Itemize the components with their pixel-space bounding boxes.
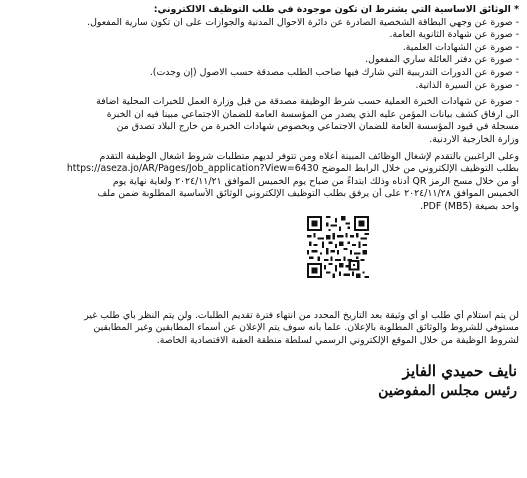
experience-line: وزارة الخارجية الاردنية.: [429, 133, 519, 145]
documents-heading: * الوثائق الاساسية التي يشترط ان تكون موجودة في طلب التوظيف الالكتروني:: [153, 4, 519, 15]
document-item: - صورة عن السيرة الذاتية.: [415, 79, 519, 91]
document-item: - صورة عن الشهادات العلمية.: [402, 41, 519, 53]
experience-line: مسجلة في قيود المؤسسة العامة للضمان الاجتماعي وبخصوص شهادات الخبرة من خارج البلاد تصدق من: [116, 121, 519, 133]
signatory-name: نايف حميدي الفايز: [402, 362, 517, 381]
notice-line: لن يتم استلام أي طلب او أي وثيقة بعد التاريخ المحدد من انتهاء فترة تقديم الطلبات. ولن يتم النظر بأي طلب غير: [84, 309, 519, 321]
application-line: واحد بصيغة (PDF (MB5.: [420, 200, 519, 212]
application-link-line[interactable]: بطلب التوظيف الإلكتروني من خلال الرابط الموضح https://aseza.jo/AR/Pages/Job_application?View=6430: [66, 163, 519, 175]
application-line: أو من خلال مسح الرمز QR أدناه وذلك ابتداءً من صباح يوم الخميس الموافق ٢٠٢٤/١١/٢١ ولغاية نهاية يوم: [112, 175, 519, 187]
document-item: - صورة عن دفتر العائلة ساري المفعول.: [365, 54, 519, 66]
application-line: وعلى الراغبين بالتقدم لإشغال الوظائف المبينة أعلاه ومن تتوفر لديهم متطلبات شروط اشغال الوظيفة التقدم: [99, 150, 519, 162]
document-item: - صورة عن وجهي البطاقة الشخصية الصادرة عن دائرة الاحوال المدنية والجوازات على ان تكون سارية المفعول.: [87, 16, 519, 28]
application-line: الخميس الموافق ٢٠٢٤/١١/٢٨ على أن يرفق بطلب التوظيف الإلكتروني الوثائق الأساسية المطلوبة ضمن ملف: [97, 188, 519, 200]
document-item: - صورة عن الدورات التدريبية التي شارك فيها صاحب الطلب مصدقة حسب الاصول (إن وجدت).: [149, 66, 519, 78]
notice-line: لشروط الوظيفة من خلال الموقع الإلكتروني الرسمي لسلطة منطقة العقبة الاقتصادية الخاصة.: [156, 334, 519, 346]
signatory-title: رئيس مجلس المفوضين: [378, 383, 517, 400]
document-item: - صورة عن شهادة الثانوية العامة.: [389, 29, 519, 41]
qr-code-icon[interactable]: [307, 216, 369, 278]
experience-line: - صورة عن شهادات الخبرة العملية حسب شرط الوظيفة مصدقة من قبل وزارة العمل للخبرات المحلية اضافة: [96, 96, 519, 108]
notice-line: مستوفي للشروط والوثائق المطلوبة بالإعلان. علماً بأنه سوف يتم الإعلان عن أسماء المطابقين وغير المطابقين: [93, 322, 519, 334]
experience-line: الى ارفاق كشف بيانات المؤمن عليه الذي يصدر من المؤسسة العامة للضمان الاجتماعي مبينا فيه ان الخبرة: [106, 108, 519, 120]
qr-area: [8, 214, 519, 282]
